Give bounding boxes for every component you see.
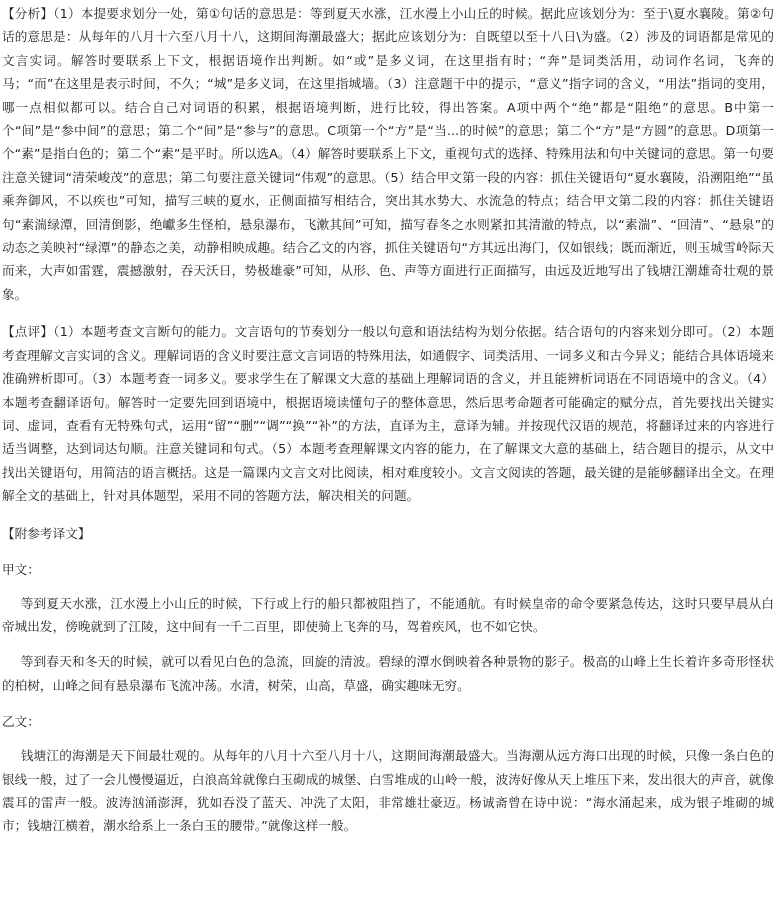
passage-a-paragraph: 等到春天和冬天的时候，就可以看见白色的急流，回旋的清波。碧绿的潭水倒映着各种景物的影子。极高的山峰上生长着许多奇形怪状的柏树，山峰之间有悬泉瀑布飞流冲荡。水清，树荣，山高，草盛，确实趣味无穷。 <box>2 654 774 693</box>
passage-a-label: 甲文： <box>2 561 40 577</box>
passage-b-label: 乙文： <box>2 714 40 730</box>
comment-section: 【点评】（1）本题考查文言断句的能力。文言语句的节奏划分一般以句意和语法结构为划分依据。结合语句的内容来划分即可。（2）本题考查理解文言实词的含义。理解词语的含义时要注意文言词语的特殊用法，如通假字、词类活用、一词多义和古今异义；能结合具体语境来准确辨析即可。（3）本题考查一词多义。要求学生在了解课文大意的基础上理解词语的含义，并且能辨析词语在不同语境中的含义。（4）本题考查翻译语句。解答时一定要先回到语境中，根据语境读懂句子的整体意思，然后思考命题者可能确定的赋分点，首先要找出关键实词、虚词，查看有无特殊句式，运用“留”“删”“调”“换”“补”的方法，直译为主，意译为辅。并按现代汉语的规范，将翻译过来的内容进行适当调整，达到词达句顺。注意关键词和句式。（5）本题考查理解课文内容的能力，在了解课文大意的基础上，结合题目的提示，从文中找出关键语句，用简洁的语言概括。这是一篇课内文言文对比阅读，相对难度较小。文言文阅读的答题，最关键的是能够翻译出全文。在理解全文的基础上，针对具体题型，采用不同的答题方法，解决相关的问题。 <box>2 324 774 504</box>
translation-heading: 【附参考译文】 <box>2 525 91 541</box>
analysis-section: 【分析】（1）本提要求划分一处，第①句话的意思是：等到夏天水涨，江水漫上小山丘的时候。据此应该划分为：至于\夏水襄陵。第②句话的意思是：从每年的八月十六至八月十八，这期间海潮最盛大；据此应该划分为：自既望以至十八日\为盛。（2）涉及的词语都是常见的文言实词。解答时要联系上下文，根据语境作出判断。如“或”是多义词，在这里指有时；“奔”是词类活用，动词作名词，飞奔的马；“而”在这里是表示时间，不久；“城”是多义词，在这里指城墙。（3）注意题干中的提示，“意义”指字词的含义，“用法”指词的变用，哪一点相似都可以。结合自己对词语的积累，根据语境判断，进行比较，得出答案。A项中两个“绝”都是“阻绝”的意思。B中第一个“间”是“参中间”的意思；第二个“间”是“参与”的意思。C项第一个“方”是“当...的时候”的意思；第二个“方”是“方圆”的意思。D项第一个“素”是指白色的；第二个“素”是平时。所以选A。（4）解答时要联系上下文，重视句式的选择、特殊用法和句中关键词的意思。第一句要注意关键词“清荣峻茂”的意思；第二句要注意关键词“伟观”的意思。（5）结合甲文第一段的内容：抓住关键语句“夏水襄陵，沿溯阻绝”“虽乘奔御风，不以疾也”可知，描写三峡的夏水，正侧面描写相结合，突出其水势大、水流急的特点；结合甲文第二段的内容：抓住关键语句“素湍绿潭，回清倒影，绝巘多生怪柏，悬泉瀑布，飞漱其间”可知，描写春冬之水则紧扣其清澈的特点，以“素湍”、“回清”、“悬泉”的动态之美映衬“绿潭”的静态之美，动静相映成趣。结合乙文的内容，抓住关键语句“方其远出海门，仅如银线；既而渐近，则玉城雪岭际天而来，大声如雷霆，震撼激射，吞天沃日，势极雄豪”可知，从形、色、声等方面进行正面描写，由远及近地写出了钱塘江潮雄奇壮观的景象。 <box>2 6 774 302</box>
passage-a-paragraph: 等到夏天水涨，江水漫上小山丘的时候，下行或上行的船只都被阻挡了，不能通航。有时候皇帝的命令要紧急传达，这时只要早晨从白帝城出发，傍晚就到了江陵，这中间有一千二百里，即使骑上飞奔的马，驾着疾风，也不如它快。 <box>2 595 774 634</box>
passage-b-paragraph: 钱塘江的海潮是天下间最壮观的。从每年的八月十六至八月十八，这期间海潮最盛大。当海潮从远方海口出现的时候，只像一条白色的银线一般，过了一会儿慢慢逼近，白浪高耸就像白玉砌成的城堡、白雪堆成的山岭一般，波涛好像从天上堆压下来，发出很大的声音，就像震耳的雷声一般。波涛汹涌澎湃，犹如吞没了蓝天、冲洗了太阳，非常雄壮豪迈。杨诚斋曾在诗中说：“海水涌起来，成为银子堆砌的城市；钱塘江横着，潮水给系上一条白玉的腰带。”就像这样一般。 <box>2 748 774 834</box>
